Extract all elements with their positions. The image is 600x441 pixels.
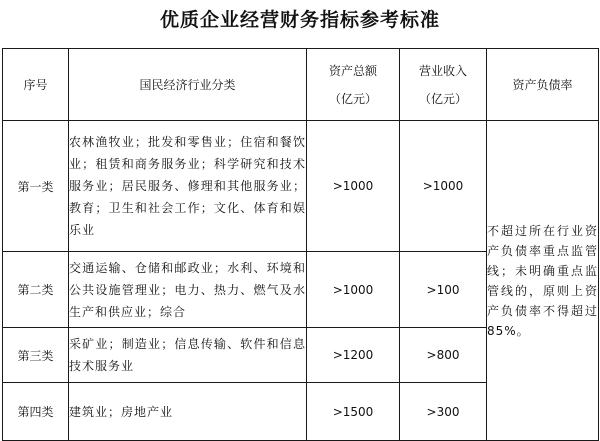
header-revenue [400, 49, 487, 121]
row-revenue: >1000 [400, 121, 487, 252]
document-title: 优质企业经营财务指标参考标准 [159, 9, 440, 31]
row-category: 第四类 [3, 383, 69, 441]
table-header-row [3, 49, 599, 121]
row-industry: 采矿业；制造业；信息传输、软件和信息技术服务业 [69, 328, 307, 383]
header-assets-line1: 资产总额 [328, 63, 377, 78]
table-row [3, 121, 599, 252]
header-revenue-line1: 营业收入 [418, 63, 467, 78]
debt-ratio-note: 不超过所在行业资产负债率重点监管线；未明确重点监管线的，原则上资产负债率不得超过85%。 [487, 121, 599, 441]
row-category: 第一类 [3, 121, 69, 252]
header-seq: 序号 [3, 49, 69, 121]
row-revenue: >300 [400, 383, 487, 441]
row-revenue: >800 [400, 328, 487, 383]
row-category: 第二类 [3, 252, 69, 328]
row-industry: 交通运输、仓储和邮政业；水利、环境和公共设施管理业；电力、热力、燃气及水生产和供应业；综合 [69, 252, 307, 328]
row-industry: 农林渔牧业；批发和零售业；住宿和餐饮业；租赁和商务服务业；科学研究和技术服务业；居民服务、修理和其他服务业；教育；卫生和社会工作；文化、体育和娱乐业 [69, 121, 307, 252]
header-assets [307, 49, 400, 121]
row-category: 第三类 [3, 328, 69, 383]
header-debt-ratio: 资产负债率 [487, 49, 599, 121]
row-assets: >1000 [307, 121, 400, 252]
header-revenue-line2: （亿元） [418, 91, 467, 106]
row-industry: 建筑业；房地产业 [69, 383, 307, 441]
row-revenue: >100 [400, 252, 487, 328]
header-assets-line2: （亿元） [328, 91, 377, 106]
row-assets: >1200 [307, 328, 400, 383]
header-industry: 国民经济行业分类 [69, 49, 307, 121]
row-assets: >1000 [307, 252, 400, 328]
standards-table [2, 48, 599, 441]
row-assets: >1500 [307, 383, 400, 441]
